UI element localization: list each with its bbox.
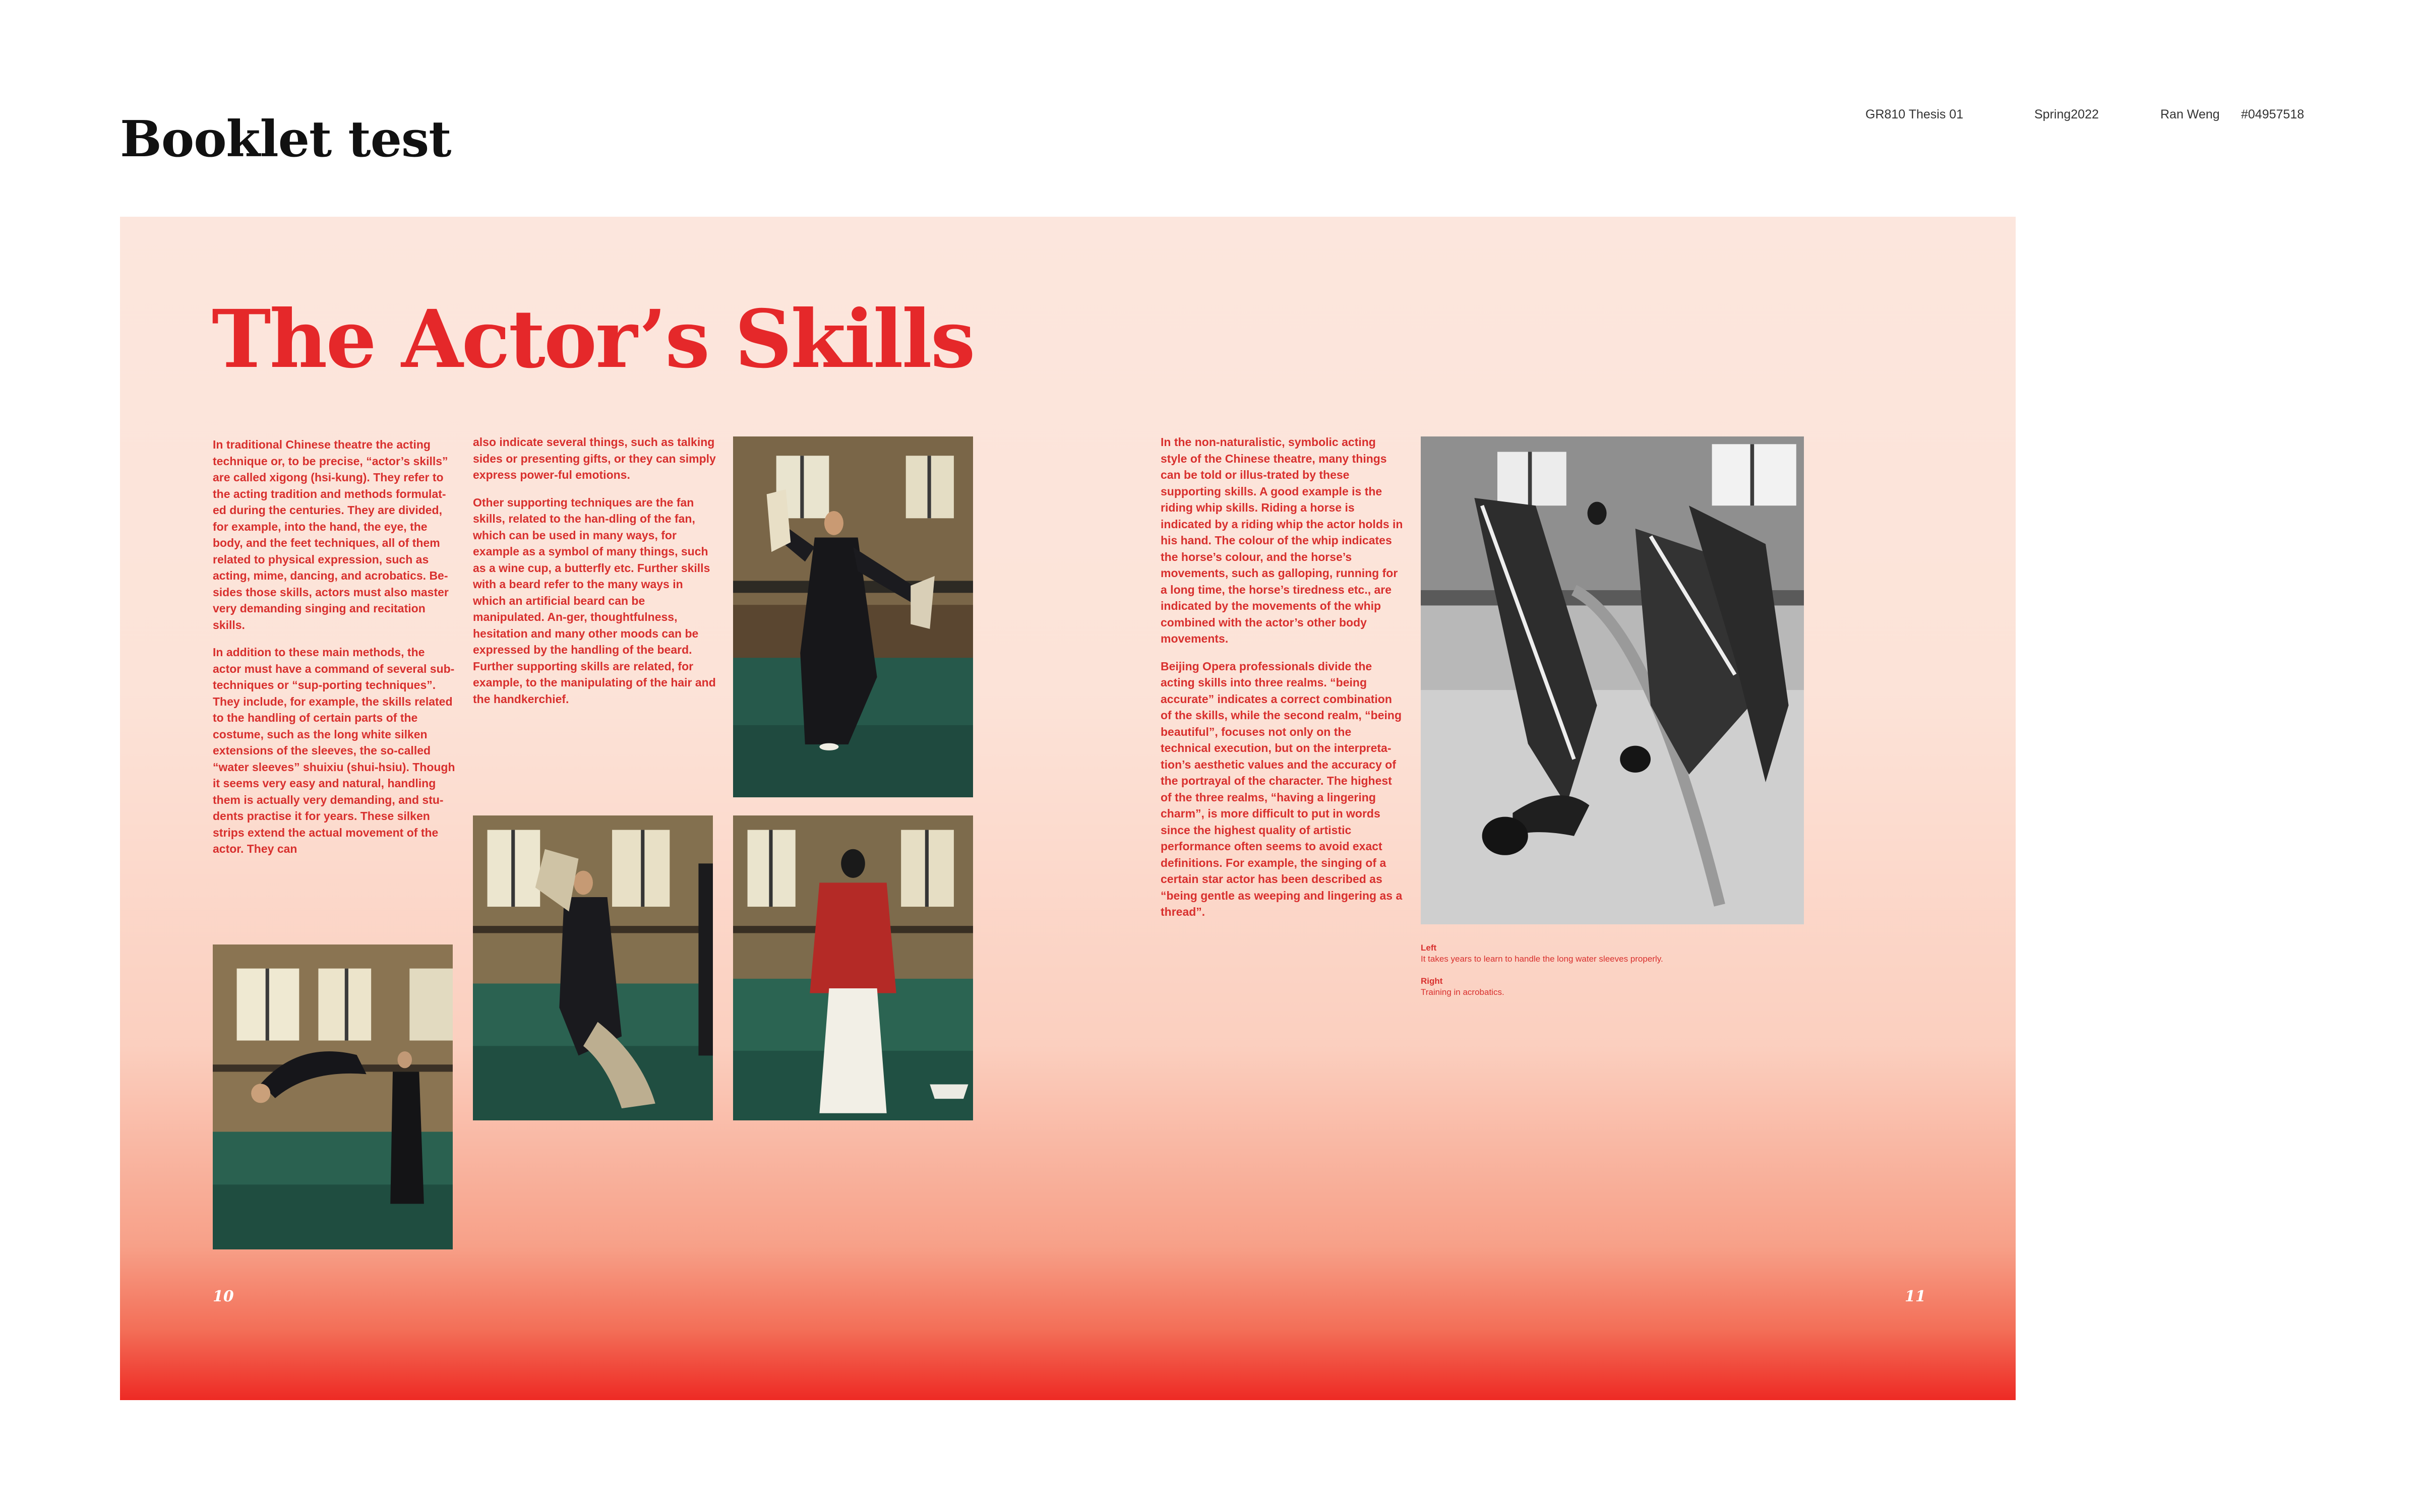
term-label: Spring2022: [2034, 107, 2099, 121]
booklet-spread: [120, 217, 2016, 1400]
paragraph: also indicate several things, such as talking sides or presenting gifts, or they can simply express power-ful emotions.: [473, 435, 716, 481]
text-column-3: [1161, 434, 1404, 931]
photo-sleeve-dance: [473, 815, 713, 1120]
page-number-right: 11: [1905, 1288, 1926, 1305]
paragraph: In traditional Chinese theatre the acting technique or, to be precise, “actor’s skills” are called xigong (hsi-kung). They refer to the acting tradition and methods formulat-ed during the centuries. They are divided, for example, into the hand, the eye, the body, and the feet techniques, all of them related to physical expression, such as acting, mime, dancing, and acrobatics. Be-sides those skills, actors must also master very demanding singing and recitation skills.: [213, 438, 449, 632]
student-id: #04957518: [2241, 107, 2305, 121]
text-column-1: [213, 436, 456, 868]
paragraph: In addition to these main methods, the actor must have a command of several sub-techniques or “sup-porting techniques”. They include, for example, the skills related to the handling of certain parts of the costume, such as the long white silken extensions of the sleeves, the so-called “water sleeves” shuixiu (shui-hsiu). Though it seems very easy and natural, handling them is actually very demanding, and stu-dents practise it for years. These silken strips extend the actual movement of the actor. They can: [213, 646, 455, 855]
author-name: Ran Weng: [2160, 107, 2220, 121]
paragraph: In the non-naturalistic, symbolic acting style of the Chinese theatre, many things can be told or illus-trated by these supporting skills. A good example is the riding whip skills. Riding a horse is indicated by a riding whip the actor holds in his hand. The colour of the whip indicates the horse’s colour, and the horse’s movements, such as galloping, running for a long time, the horse’s tiredness etc., are indicated by the movements of the whip combined with the actor’s other body movements.: [1161, 435, 1403, 645]
caption-left-text: It takes years to learn to handle the long water sleeves properly.: [1421, 954, 1663, 964]
photo-actor-red-jacket: [733, 815, 973, 1120]
paragraph: Beijing Opera professionals divide the acting skills into three realms. “being accurate” indicates a correct combination of the skills, while the second realm, “being beautiful”, focuses not only on the technical execution, but on the interpreta-tion’s aesthetic values and the accuracy of the portrayal of the character. The highest of the three realms, “having a lingering charm”, is more difficult to put in words since the highest quality of artistic performance often seems to avoid exact definitions. For example, the singing of a certain star actor has been described as “being gentle as weeping and lingering as a thread”.: [1161, 659, 1403, 918]
photo-captions: [1421, 942, 1683, 1009]
caption-left-label: Left: [1421, 943, 1437, 953]
photo-acrobatics-training: [1421, 436, 1804, 924]
photo-actor-water-sleeves: [733, 436, 973, 797]
photo-acrobatic-flip: [213, 944, 453, 1249]
booklet-title: Booklet test: [120, 110, 451, 168]
paragraph: Other supporting techniques are the fan skills, related to the han-dling of the fan, which can be used in many ways, for example as a symbol of many things, such as a wine cup, a butterfly etc. Further skills with a beard refer to the many ways in which an artificial beard can be manipulated. An-ger, thoughtfulness, hesitation and many other moods can be expressed by the handling of the beard. Further supporting skills are related, for example, to the manipulating of the hair and the handkerchief.: [473, 495, 716, 706]
text-column-2: [473, 434, 716, 718]
caption-right-label: Right: [1421, 976, 1443, 986]
spread-heading: The Actor’s Skills: [212, 293, 974, 386]
page-number-left: 10: [213, 1288, 234, 1305]
caption-right-text: Training in acrobatics.: [1421, 987, 1504, 997]
course-code: GR810 Thesis 01: [1865, 107, 1964, 121]
